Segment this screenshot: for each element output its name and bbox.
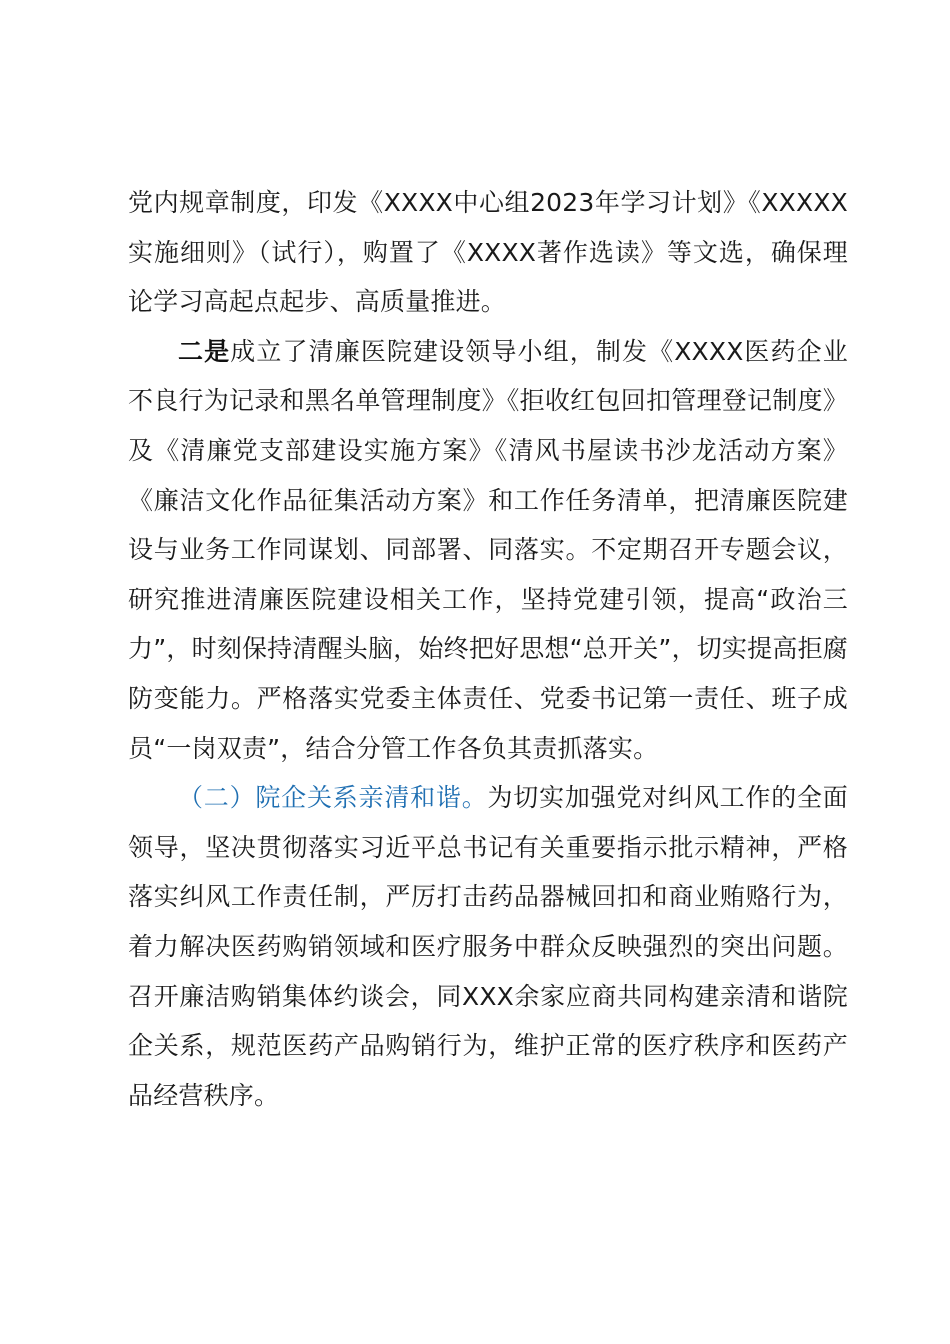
paragraph-3-text: 为切实加强党对纠风工作的全面领导，坚决贯彻落实习近平总书记有关重要指示批示精神，严格落实纠风工作责任制，严厉打击药品器械回扣和商业贿赂行为，着力解决医药购销领域和医疗服务中群众反映强烈的突出问题。召开廉洁购销集体约谈会，同XXX余家应商共同构建亲清和谐院企关系，规范医药产品购销行为，维护正常的医疗秩序和医药产品经营秩序。	[128, 783, 848, 1110]
paragraph-2-text: 成立了清廉医院建设领导小组，制发《XXXX医药企业不良行为记录和黑名单管理制度》《拒收红包回扣管理登记制度》及《清廉党支部建设实施方案》《清风书屋读书沙龙活动方案》《廉洁文化作品征集活动方案》和工作任务清单，把清廉医院建设与业务工作同谋划、同部署、同落实。不定期召开专题会议，研究推进清廉医院建设相关工作，坚持党建引领，提高“政治三力”，时刻保持清醒头脑，始终把好思想“总开关”，切实提高拒腐防变能力。严格落实党委主体责任、党委书记第一责任、班子成员“一岗双责”，结合分管工作各负其责抓落实。	[128, 336, 848, 763]
paragraph-1-text: 党内规章制度，印发《XXXX中心组2023年学习计划》《XXXXX实施细则》（试行），购置了《XXXX著作选读》等文选，确保理论学习高起点起步、高质量推进。	[128, 188, 848, 317]
paragraph-section-two	[128, 773, 848, 1120]
document-page	[128, 178, 848, 1120]
section-heading: （二）院企关系亲清和谐。	[178, 783, 488, 813]
paragraph-2-lead: 二是	[178, 336, 231, 366]
paragraph-continuation	[128, 178, 848, 327]
paragraph-second-point	[128, 327, 848, 773]
